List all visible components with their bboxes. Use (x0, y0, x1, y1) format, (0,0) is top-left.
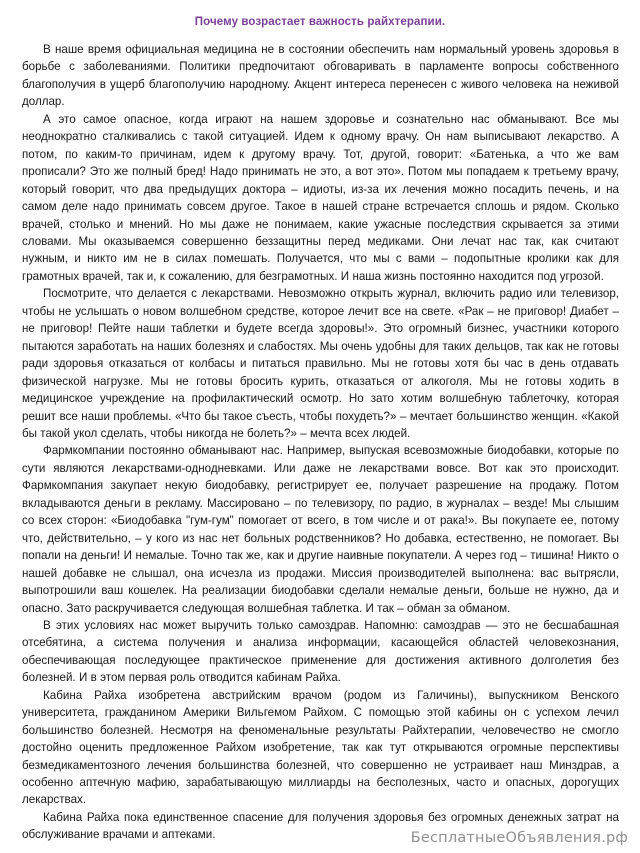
page-title: Почему возрастает важность райхтерапии. (194, 16, 446, 28)
paragraph: В наше время официальная медицина не в состоянии обеспечить нам нормальный уровень здоровья в борьбе с заболеваниями. Политики предпочитают обговаривать в парламенте вопросы собственного благополучия в ущерб благополучию народному. Акцент интереса перенесен с живого человека на неживой доллар. (22, 43, 619, 109)
paragraph: Кабина Райха пока единственное спасение для получения здоровья без огромных денежных затрат на обслуживание врачами и аптеками. (22, 810, 619, 842)
paragraph: Фармкомпании постоянно обманывают нас. Например, выпуская всевозможные биодобавки, которые по сути являются лекарствами-однодневками. Или даже не лекарствами вовсе. Вот как это происходит. Фармкомпания закупает некую биодобавку, регистрирует ее, получает разрешение на продажу. Потом вкладываются деньги в рекламу. Массировано – по телевизору, по радио, в журналах – везде! Мы слышим со всех сторон: «Биодобавка "гум-гум" помогает от всего, в том числе и от рака!». Вы покупаете ее, потому что, действительно, – у кого из нас нет больных родственников? Но добавка, естественно, не помогает. Вы попали на деньги! И немалые. Точно так же, как и другие наивные покупатели. А через год – тишина! Никто о нашей добавке не слышал, она исчезла из продажи. Миссия производителей выполнена: вас вытрясли, выпотрошили ваш кошелек. На реализации биодобавки сделали немалые деньги, больше не нужно, да и опасно. Зато раскручивается следующая волшебная таблетка. И так – обман за обманом. (22, 444, 619, 615)
document-body (22, 41, 619, 844)
paragraph: Посмотрите, что делается с лекарствами. Невозможно открыть журнал, включить радио или телевизор, чтобы не услышать о новом волшебном средстве, которое лечит все на свете. «Рак – не приговор! Диабет – не приговор! Пейте наши таблетки и будете всегда здоровы!». Это огромный бизнес, участники которого пытаются заработать на наших болезнях и слабостях. Мы очень удобны для таких дельцов, так как не готовы ради здоровья отказаться от колбасы и питаться правильно. Мы не готовы хотя бы час в день отдавать физической нагрузке. Мы не готовы бросить курить, отказаться от алкоголя. Мы не готовы ходить в медицинское учреждение на профилактический осмотр. Но зато хотим волшебную таблеточку, которая решит все наши проблемы. «Что бы такое съесть, чтобы похудеть?» – мечтает большинство женщин. «Какой бы такой укол сделать, чтобы никогда не болеть?» – мечта всех людей. (22, 287, 619, 440)
paragraph: В этих условиях нас может выручить только самоздрав. Напомню: самоздрав — это не бесшабашная отсебятина, а система получения и анализа информации, касающейся областей человекознания, обеспечивающая последующее практическое применение для достижения активного долголетия без болезней. И в этом первая роль отводится кабинам Райха. (22, 618, 619, 685)
paragraph: А это самое опасное, когда играют на нашем здоровье и сознательно нас обманывают. Все мы неоднократно сталкивались с такой ситуацией. Идем к одному врачу. Он нам выписывают лекарство. А потом, по каким-то причинам, идем к другому врачу. Тот, другой, говорит: «Батенька, а что же вам прописали? Это же полный бред! Надо принимать не это, а вот это». Потом мы попадаем к третьему врачу, который говорит, что два предыдущих доктора – идиоты, из-за их лечения можно посадить печень, и на самом деле надо принимать совсем другое. Такое в нашей стране встречается сплошь и рядом. Сколько врачей, столько и мнений. Но мы даже не понимаем, какие ужасные последствия скрывается за этими словами. Мы оказываемся совершенно беззащитны перед медиками. Они лечат нас так, как считают нужным, и никто им не в силах помешать. Получается, что мы с вами – подопытные кролики как для грамотных врачей, так и, к сожалению, для безграмотных. И наша жизнь постоянно находится под угрозой. (22, 112, 619, 283)
paragraph: Кабина Райха изобретена австрийским врачом (родом из Галичины), выпускником Венского университета, гражданином Америки Вильгемом Райхом. С помощью этой кабины он с успехом лечил большинство болезней. Несмотря на феноменальные результаты Райхтерапии, человечество не смогло достойно оценить предложенное Райхом изобретение, так как тут открываются огромные перспективы безмедикаментозного лечения большинства болезней, что совершенно не устраивает наш Минздрав, а особенно аптечную мафию, зарабатывающую миллиарды на бесполезных, часто и опасных, дорогущих лекарствах. (22, 688, 619, 807)
watermark: БесплатныеОбъявления.рф (410, 830, 628, 846)
